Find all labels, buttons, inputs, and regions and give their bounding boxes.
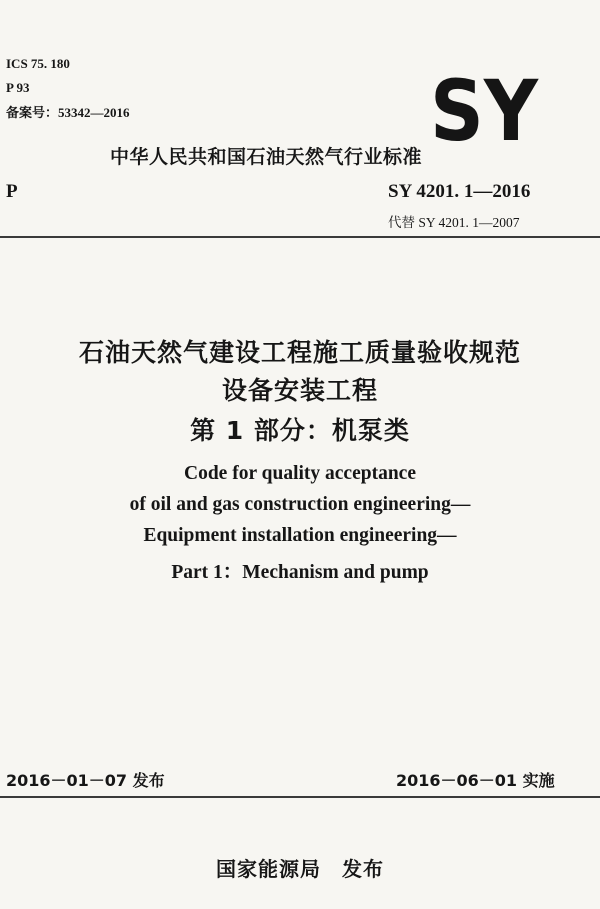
footer-divider bbox=[0, 796, 600, 798]
zh-title-line-3: 第 1 部分：机泵类 bbox=[190, 416, 410, 445]
issuing-authority: 国家能源局 发布 bbox=[216, 857, 384, 881]
replaces-standard: 代替 SY 4201. 1—2007 bbox=[388, 215, 520, 230]
header-divider bbox=[0, 236, 600, 238]
zh-title-line-2: 设备安装工程 bbox=[221, 376, 378, 405]
issue-date: 2016－01－07 发布 bbox=[6, 771, 165, 790]
standard-type: 中华人民共和国石油天然气行业标准 bbox=[110, 146, 423, 168]
sy-logo bbox=[428, 76, 540, 150]
en-title-line-1: Code for quality acceptance bbox=[184, 463, 416, 484]
standard-number: SY 4201. 1—2016 bbox=[388, 181, 531, 202]
implementation-date: 2016－06－01 实施 bbox=[396, 771, 555, 790]
sy-logo-text: SY bbox=[430, 76, 540, 150]
en-title-line-2: of oil and gas construction engineering— bbox=[129, 494, 471, 515]
en-title-line-4: Part 1：Mechanism and pump bbox=[171, 562, 429, 583]
filing-number: 备案号：53342—2016 bbox=[6, 105, 130, 120]
classification-letter: P bbox=[6, 181, 18, 202]
zh-title-line-1: 石油天然气建设工程施工质量验收规范 bbox=[78, 338, 521, 367]
ics-code: ICS 75. 180 bbox=[6, 56, 70, 71]
ccs-code: P 93 bbox=[6, 80, 30, 95]
en-title-line-3: Equipment installation engineering— bbox=[143, 525, 457, 546]
